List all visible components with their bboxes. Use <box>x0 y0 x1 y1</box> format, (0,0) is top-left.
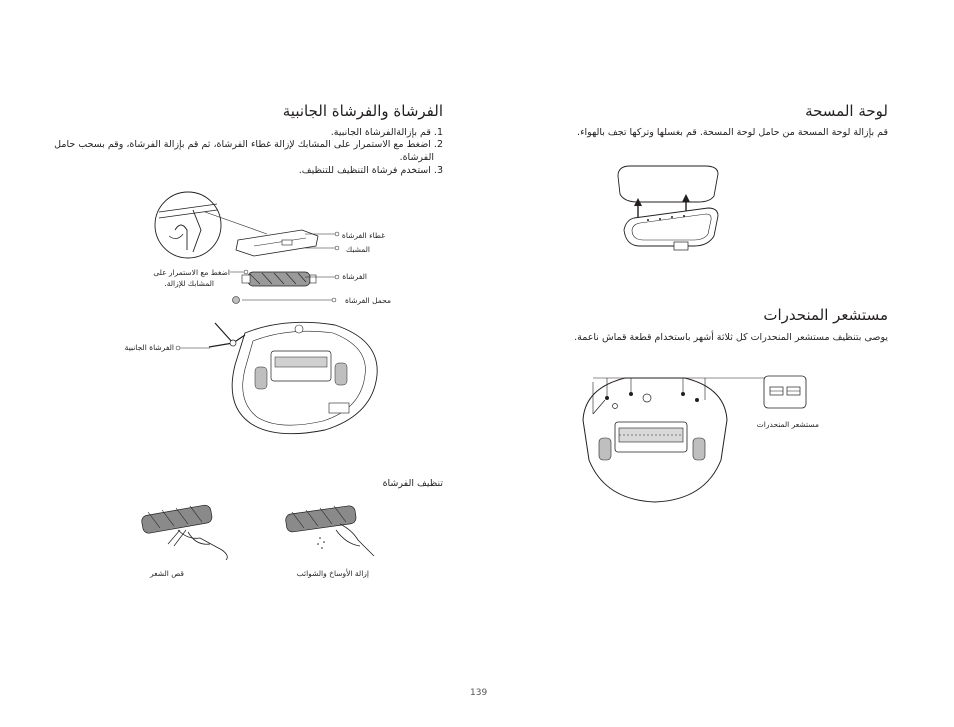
sensor-section-title: مستشعر المنحدرات <box>763 306 888 324</box>
label-press-hold-1: اضغط مع الاستمرار على <box>153 268 230 277</box>
sensor-section-body: يوصى بتنظيف مستشعر المنحدرات كل ثلاثة أشهر باستخدام قطعة قماش ناعمة. <box>574 332 888 343</box>
brush-step-2-cont: الفرشاة. <box>399 152 434 163</box>
cliff-sensor-label: مستشعر المنحدرات <box>756 420 819 429</box>
robot-bottom-sensors-illustration <box>575 370 735 510</box>
remove-debris-illustration <box>280 500 380 560</box>
label-clip: المشبك <box>346 245 370 254</box>
mop-section-title: لوحة المسحة <box>805 102 888 120</box>
label-cut-hair: قص الشعر <box>150 569 184 578</box>
side-brush-leader <box>176 345 216 353</box>
cliff-sensor-closeup <box>760 372 810 412</box>
mop-section-body: قم بإزالة لوحة المسحة من حامل لوحة المسحة. قم بغسلها وتركها تجف بالهواء. <box>577 127 888 138</box>
brush-step-3: 3. استخدم فرشاة التنظيف للتنظيف. <box>298 165 443 176</box>
brush-step-2: 2. اضغط مع الاستمرار على المشابك لإزالة غطاء الفرشاة، ثم قم بإزالة الفرشاة، وقم بسحب حامل <box>54 139 443 150</box>
cut-hair-illustration <box>138 500 238 560</box>
brush-cleaning-title: تنظيف الفرشاة <box>382 478 443 489</box>
brush-step-1: 1. قم بإزالةالفرشاة الجانبية. <box>330 127 443 138</box>
label-brush-cover: غطاء الفرشاة <box>341 231 385 240</box>
mop-pad-illustration <box>610 160 730 255</box>
press-hold-leader <box>230 268 250 278</box>
label-side-brush: الفرشاة الجانبية <box>124 343 174 352</box>
brush-holder-illustration <box>230 294 340 308</box>
label-remove-debris: إزالة الأوساخ والشوائب <box>296 569 369 578</box>
label-brush-holder: محمل الفرشاة <box>344 296 391 305</box>
robot-underside-illustration <box>205 315 385 440</box>
brush-cover-leader <box>305 232 345 252</box>
brush-leader <box>305 273 345 283</box>
brush-section-title: الفرشاة والفرشاة الجانبية <box>282 102 443 120</box>
label-brush: الفرشاة <box>342 272 367 281</box>
page-number: 139 <box>470 688 488 698</box>
label-press-hold-2: المشابك للإزالة. <box>164 279 214 288</box>
